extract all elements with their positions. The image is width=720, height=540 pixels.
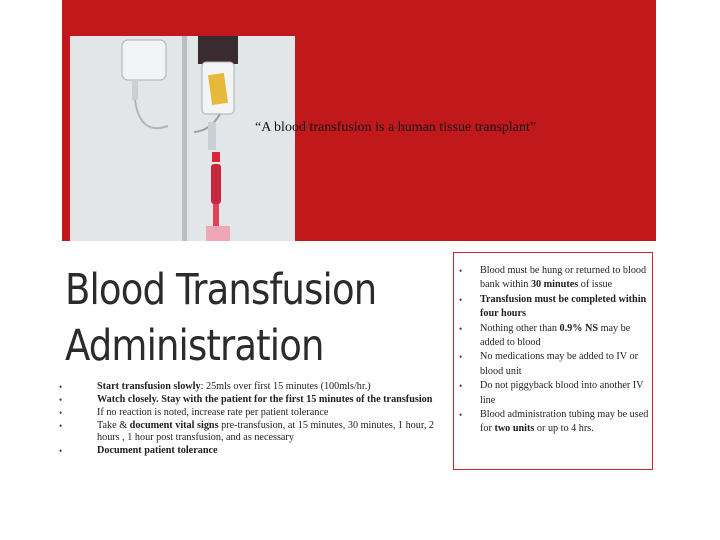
left-bullet-list xyxy=(59,381,442,458)
item-pre: Blood must be hung or returned to blood bank within xyxy=(480,265,647,291)
item-bold: Watch closely. Stay with the patient for the first 15 minutes of the transfusion xyxy=(97,394,433,405)
item-pre: No medications may be added to IV or blood unit xyxy=(480,351,638,377)
item-pre: Blood administration tubing may be used for xyxy=(480,409,649,435)
item-bold: Document patient tolerance xyxy=(97,445,218,456)
bullet-icon: • xyxy=(459,352,463,363)
bullet-icon: • xyxy=(59,408,63,418)
item-bold: 30 minutes xyxy=(530,279,579,291)
title-line-1: Blood Transfusion xyxy=(65,265,377,315)
item-text: or up to 4 hrs. xyxy=(534,423,594,435)
list-item xyxy=(59,420,442,444)
bullet-icon: • xyxy=(59,421,63,431)
banner-quote: “A blood transfusion is a human tissue transplant” xyxy=(255,120,537,135)
item-pre: Do not piggyback blood into another IV line xyxy=(480,380,644,406)
bullet-icon: • xyxy=(59,395,63,405)
page-title xyxy=(65,262,400,374)
title-line-2: Administration xyxy=(65,321,324,371)
item-bold: two units xyxy=(494,423,535,435)
item-bold: Start transfusion slowly xyxy=(97,381,201,392)
bullet-icon: • xyxy=(459,323,463,334)
bullet-icon: • xyxy=(459,266,463,276)
list-item xyxy=(459,408,650,437)
item-bold: document vital signs xyxy=(129,420,219,431)
list-item xyxy=(459,293,650,322)
item-text: may be added to blood xyxy=(480,322,631,349)
item-text: of issue xyxy=(578,279,613,291)
list-item xyxy=(59,394,442,406)
item-bold: Transfusion must be completed within four hours xyxy=(480,293,647,320)
item-pre: Nothing other than xyxy=(480,322,560,334)
list-item xyxy=(459,322,650,351)
item-pre: Take & xyxy=(97,420,130,431)
list-item xyxy=(459,379,650,408)
bullet-icon: • xyxy=(59,382,63,392)
bullet-icon: • xyxy=(459,294,463,305)
item-text: : 25mls over first 15 minutes (100mls/hr.) xyxy=(200,381,371,392)
list-item xyxy=(59,407,442,419)
item-text: pre-transfusion, at 15 minutes, 30 minutes, 1 hour, 2 hours , 1 hour post transfusion, and as necessary xyxy=(97,420,435,443)
list-item xyxy=(59,381,442,393)
item-bold: 0.9% NS xyxy=(559,322,599,334)
list-item xyxy=(459,350,650,379)
bullet-icon: • xyxy=(59,446,63,456)
bullet-icon: • xyxy=(459,381,463,392)
item-text: If no reaction is noted, increase rate per patient tolerance xyxy=(97,407,329,418)
right-bullet-list xyxy=(459,264,650,437)
iv-blood-bag-photo xyxy=(70,36,295,241)
list-item xyxy=(59,445,442,457)
iv-stand-illustration xyxy=(70,36,295,241)
list-item xyxy=(459,264,650,293)
bullet-icon: • xyxy=(459,410,463,421)
